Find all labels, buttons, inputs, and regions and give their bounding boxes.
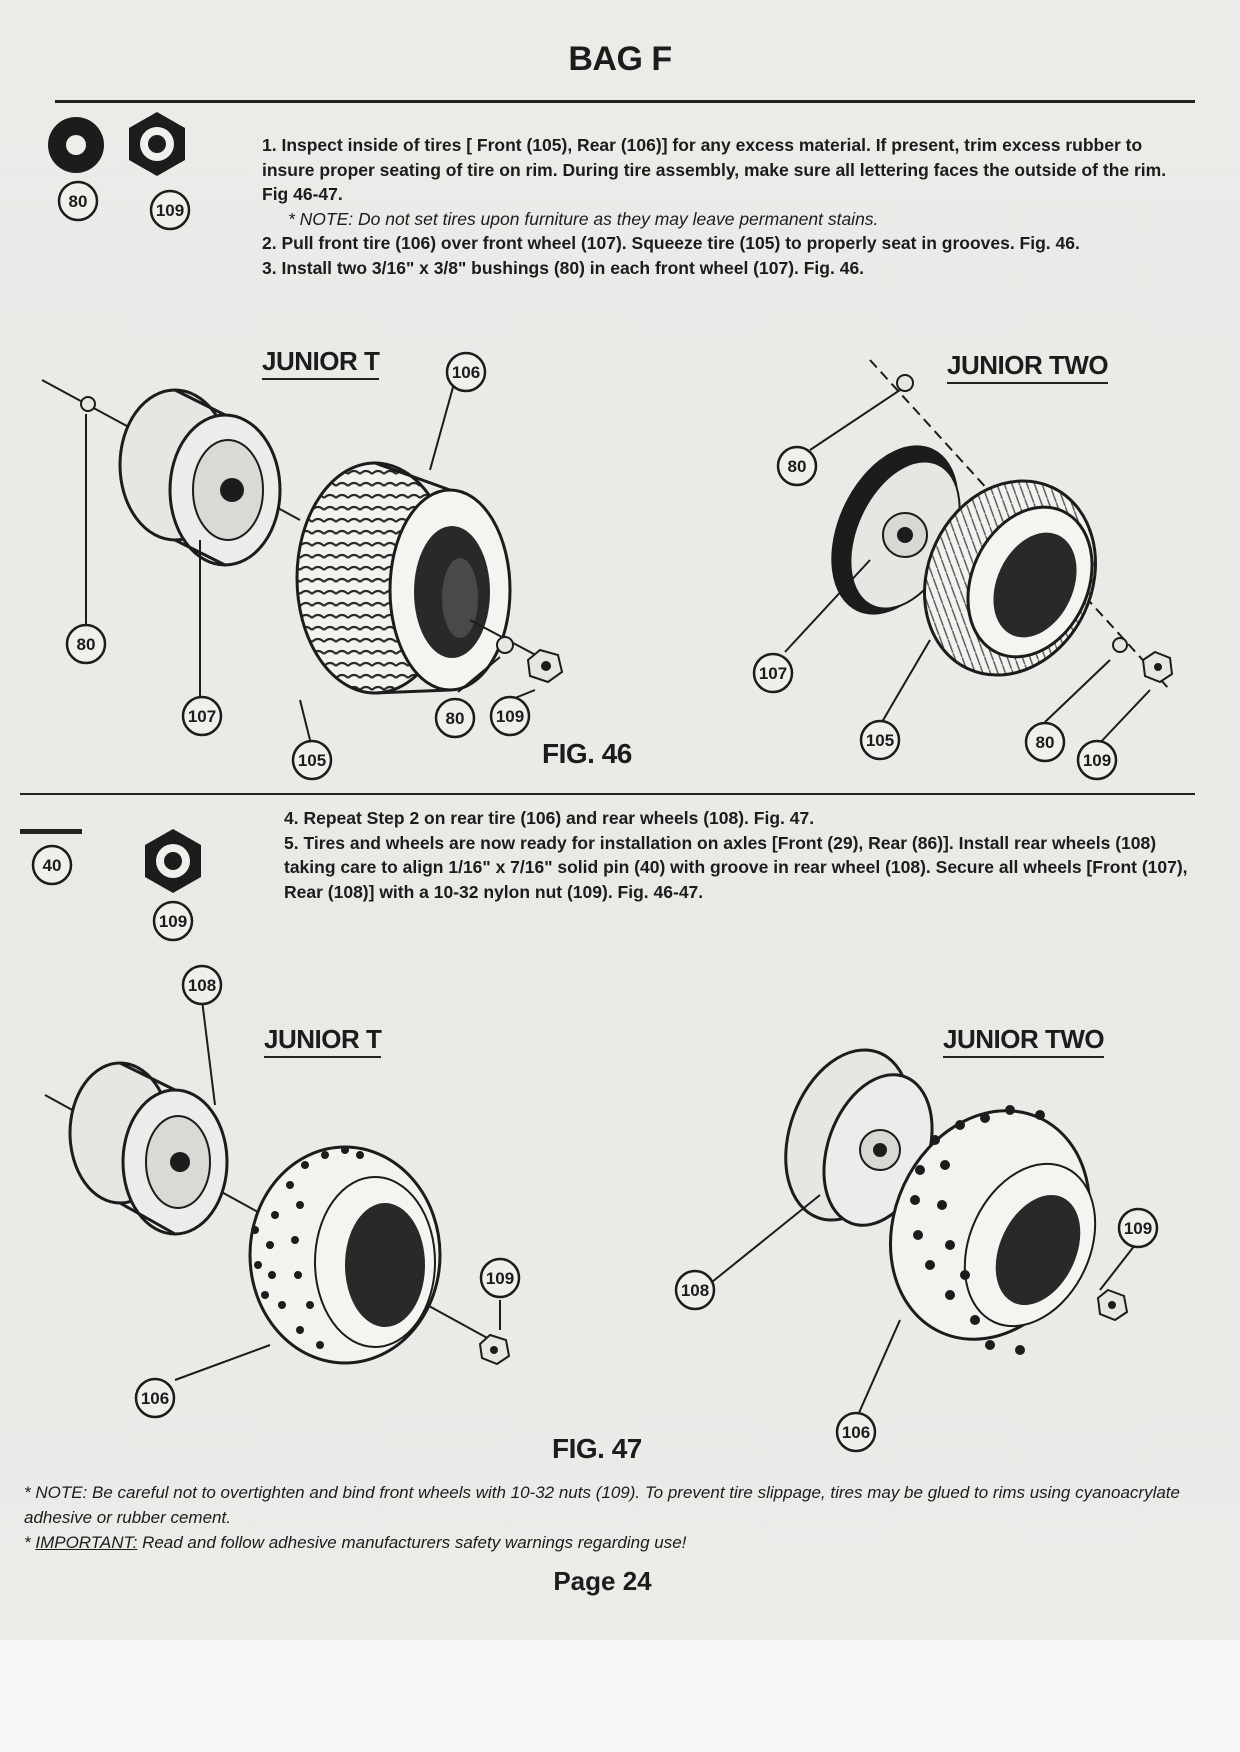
callout-108-text: 108 <box>187 976 217 995</box>
callout-109-text: 109 <box>155 201 185 220</box>
footnote-important-text: Read and follow adhesive manufacturers safety warnings regarding use! <box>137 1533 687 1552</box>
callout-109-text: 109 <box>158 912 188 931</box>
fig46-label-junior-t: JUNIOR T <box>262 346 379 380</box>
callout-109-icon <box>154 902 192 940</box>
callout-109-text: 109 <box>1082 751 1112 770</box>
callout-105-text: 105 <box>865 731 895 750</box>
page-number: Page 24 <box>553 1566 652 1596</box>
callout-109-text: 109 <box>495 707 525 726</box>
footnote-important-label: IMPORTANT: <box>35 1533 138 1552</box>
step-4-text: 4. Repeat Step 2 on rear tire (106) and rear wheels (108). Fig. 47. <box>284 808 815 828</box>
callout-107-text: 107 <box>758 664 788 683</box>
callout-40-text: 40 <box>42 856 62 875</box>
step-2-text: 2. Pull front tire (106) over front wheel (107). Squeeze tire (105) to properly seat in grooves. Fig. 46. <box>262 233 1080 253</box>
footnote-overtighten: * NOTE: Be careful not to overtighten and bind front wheels with 10-32 nuts (109). To prevent tire slippage, tires may be glued to rims using cyanoacrylate adhesive or rubber cement. <box>24 1483 1180 1527</box>
fig46-caption: FIG. 46 <box>542 738 632 769</box>
washer-icon <box>48 117 104 173</box>
fig47-caption: FIG. 47 <box>552 1433 642 1464</box>
callout-80-text: 80 <box>1035 733 1055 752</box>
callout-109-icon <box>151 191 189 229</box>
fig47-label-junior-two: JUNIOR TWO <box>943 1024 1104 1058</box>
callout-105-text: 105 <box>297 751 327 770</box>
callout-109-text: 109 <box>1123 1219 1153 1238</box>
callout-109-text: 109 <box>485 1269 515 1288</box>
step-3-text: 3. Install two 3/16" x 3/8" bushings (80) in each front wheel (107). Fig. 46. <box>262 257 865 278</box>
hex-nut-icon <box>145 829 201 893</box>
note-furniture: * NOTE: Do not set tires upon furniture as they may leave permanent stains. <box>288 208 879 229</box>
callout-107-text: 107 <box>187 707 217 726</box>
callout-80-icon <box>59 182 97 220</box>
callout-106-text: 106 <box>140 1389 170 1408</box>
callout-106-text: 106 <box>841 1423 871 1442</box>
step-5-text: 5. Tires and wheels are now ready for installation on axles [Front (29), Rear (86)]. Install rear wheels (108) taking care to align 1/16" x 7/16" solid pin (40) with groove in rear wheel (108). Secure all wheels [Front (107), Rear (108)] with a 10-32 nylon nut (109). Fig. 46-47. <box>284 832 1188 902</box>
callout-106-text: 106 <box>451 363 481 382</box>
fig47-label-junior-t: JUNIOR T <box>264 1024 381 1058</box>
step-1-text: 1. Inspect inside of tires [ Front (105), Rear (106)] for any excess material. If present, trim excess rubber to insure proper seating of tire on rim. During tire assembly, make sure all lettering faces the outside of the rim. Fig 46-47. <box>262 135 1167 204</box>
hex-nut-icon <box>129 112 185 176</box>
page-title: BAG F <box>568 40 672 78</box>
junior-t-front-wheel-drawing <box>42 380 562 693</box>
junior-t-rear-wheel-drawing <box>45 1063 509 1364</box>
junior-two-front-wheel-drawing <box>808 360 1172 703</box>
junior-two-rear-wheel-drawing <box>763 1032 1127 1372</box>
bushing-80-part <box>81 397 95 411</box>
callout-80-text: 80 <box>68 192 88 211</box>
pin-40-callout-icon <box>33 846 71 884</box>
footnote-important-star: * <box>24 1533 36 1552</box>
callout-80-text: 80 <box>445 709 465 728</box>
callout-80-text: 80 <box>787 457 807 476</box>
callout-80-text: 80 <box>76 635 96 654</box>
callout-108-text: 108 <box>680 1281 710 1300</box>
fig46-label-junior-two: JUNIOR TWO <box>947 350 1108 384</box>
